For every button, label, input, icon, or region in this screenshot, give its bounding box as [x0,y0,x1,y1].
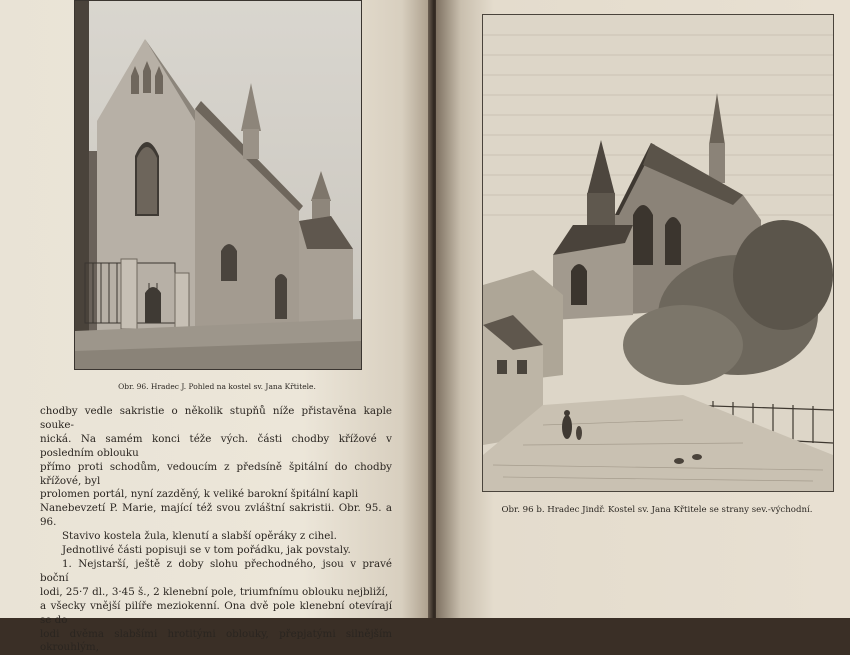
text-line: lodi, 25·7 dl., 3·45 š., 2 klenební pole, triumfnímu oblouku nejbliží, [40,585,389,598]
paragraph [40,530,392,544]
text-line: 1. Nejstarší, ještě z doby slohu přechodného, jsou v pravé boční [40,557,392,584]
text-line: prolomen portál, nyní zazděný, k veliké barokní špitální kapli [40,488,359,501]
figure-caption-left: Obr. 96. Hradec J. Pohled na kostel sv. Jana Křtitele. [118,382,316,391]
text-line: Stavivo kostela žula, klenutí a slabší opěráky z cihel. [62,530,337,543]
text-line: a všecky vnější pilíře meziokenní. Ona dvě pole klenební otevírají se do [40,599,392,626]
text-line: nická. Na samém konci téže vých. části chodby křížové v posledním oblouku [40,432,392,459]
text-line: chodby vedle sakristie o několik stupňů níže přistavěna kaple souke- [40,405,392,431]
right-page [436,0,850,618]
text-line: Jednotlivé části popisuji se v tom pořádku, jak povstaly. [62,544,351,557]
text-line: přímo proti schodům, vedoucím z předsíně špitální do chodby křížové, byl [40,460,392,487]
church-engraving [482,14,834,492]
church-photo [74,0,362,370]
paragraph [40,544,392,558]
paragraph [40,405,392,530]
text-line: lodi dvěma slabšími hrotitými oblouky, přepjatými silnějším okrouhlým, [40,627,392,654]
text-line: Nanebevzetí P. Marie, mající též svou zvláštní sakristii. Obr. 95. a 96. [40,502,392,529]
paragraph [40,558,392,655]
figure-caption-right: Obr. 96 b. Hradec Jindř. Kostel sv. Jana Křtitele se strany sev.-východní. [501,505,813,515]
